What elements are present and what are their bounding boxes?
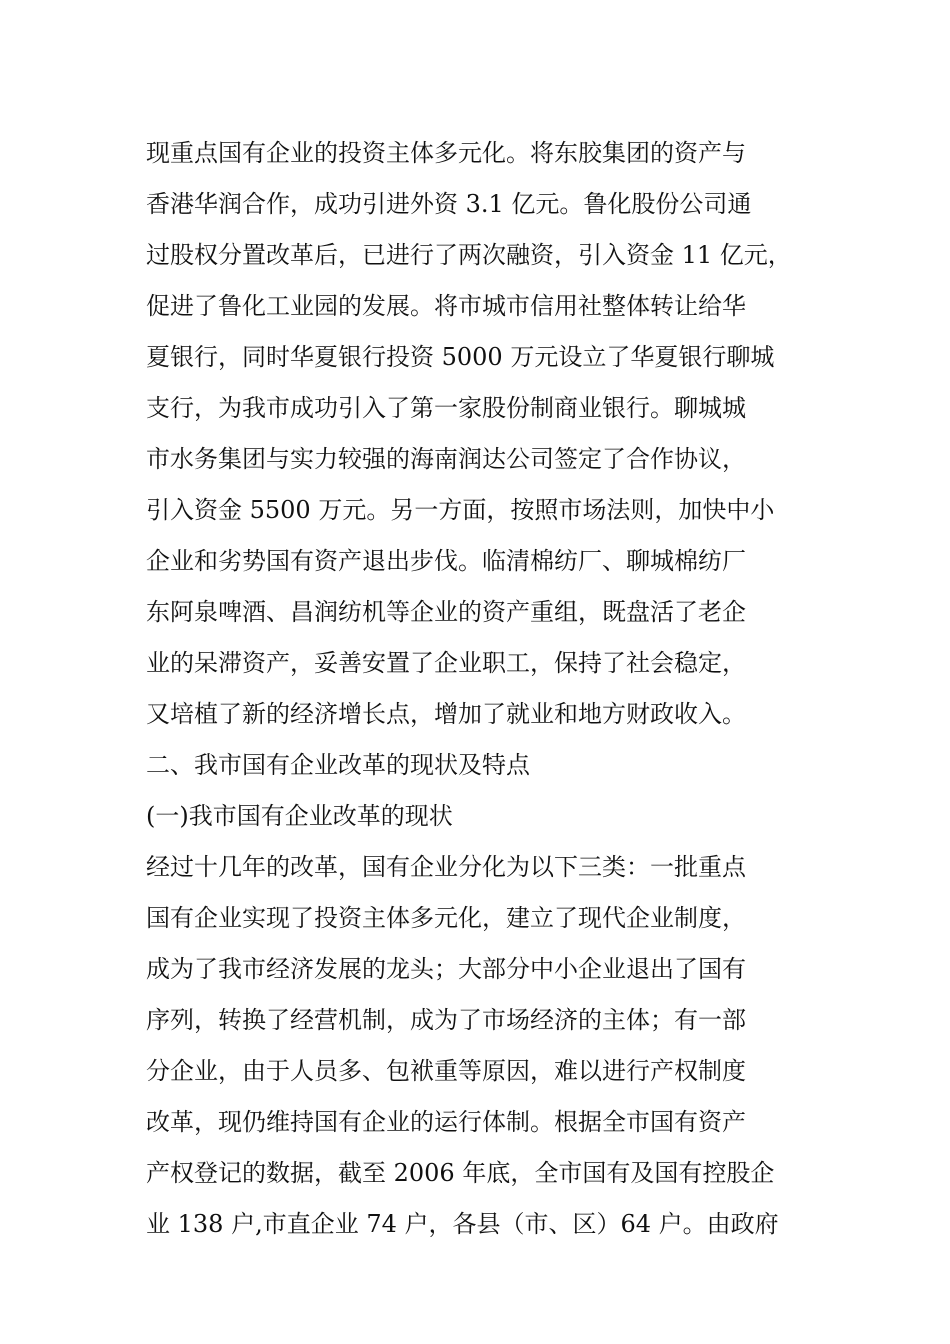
text-line: 现重点国有企业的投资主体多元化。将东胶集团的资产与: [146, 139, 746, 167]
text-line: 业 138 户,市直企业 74 户，各县（市、区）64 户。由政府: [146, 1210, 779, 1238]
text-line: 经过十几年的改革，国有企业分化为以下三类：一批重点: [146, 853, 746, 881]
text-line: 企业和劣势国有资产退出步伐。临清棉纺厂、聊城棉纺厂: [146, 547, 746, 575]
text-line: 国有企业实现了投资主体多元化，建立了现代企业制度，: [146, 904, 746, 932]
text-line: 过股权分置改革后，已进行了两次融资，引入资金 11 亿元，: [146, 241, 792, 269]
text-line: 序列，转换了经营机制，成为了市场经济的主体；有一部: [146, 1006, 746, 1034]
subsection-heading: (一)我市国有企业改革的现状: [146, 802, 453, 830]
section-heading: 二、我市国有企业改革的现状及特点: [146, 751, 530, 779]
text-line: 市水务集团与实力较强的海南润达公司签定了合作协议，: [146, 445, 746, 473]
text-line: 香港华润合作，成功引进外资 3.1 亿元。鲁化股份公司通: [146, 190, 752, 218]
text-line: 促进了鲁化工业园的发展。将市城市信用社整体转让给华: [146, 292, 746, 320]
text-line: 引入资金 5500 万元。另一方面，按照市场法则，加快中小: [146, 496, 775, 524]
document-body: [146, 128, 826, 1250]
text-line: 分企业，由于人员多、包袱重等原因，难以进行产权制度: [146, 1057, 746, 1085]
text-line: 夏银行，同时华夏银行投资 5000 万元设立了华夏银行聊城: [146, 343, 775, 371]
text-line: 又培植了新的经济增长点，增加了就业和地方财政收入。: [146, 700, 746, 728]
text-line: 产权登记的数据，截至 2006 年底，全市国有及国有控股企: [146, 1159, 775, 1187]
text-line: 东阿泉啤酒、昌润纺机等企业的资产重组，既盘活了老企: [146, 598, 746, 626]
text-line: 改革，现仍维持国有企业的运行体制。根据全市国有资产: [146, 1108, 746, 1136]
text-line: 业的呆滞资产，妥善安置了企业职工，保持了社会稳定，: [146, 649, 746, 677]
text-line: 成为了我市经济发展的龙头；大部分中小企业退出了国有: [146, 955, 746, 983]
text-line: 支行，为我市成功引入了第一家股份制商业银行。聊城城: [146, 394, 746, 422]
